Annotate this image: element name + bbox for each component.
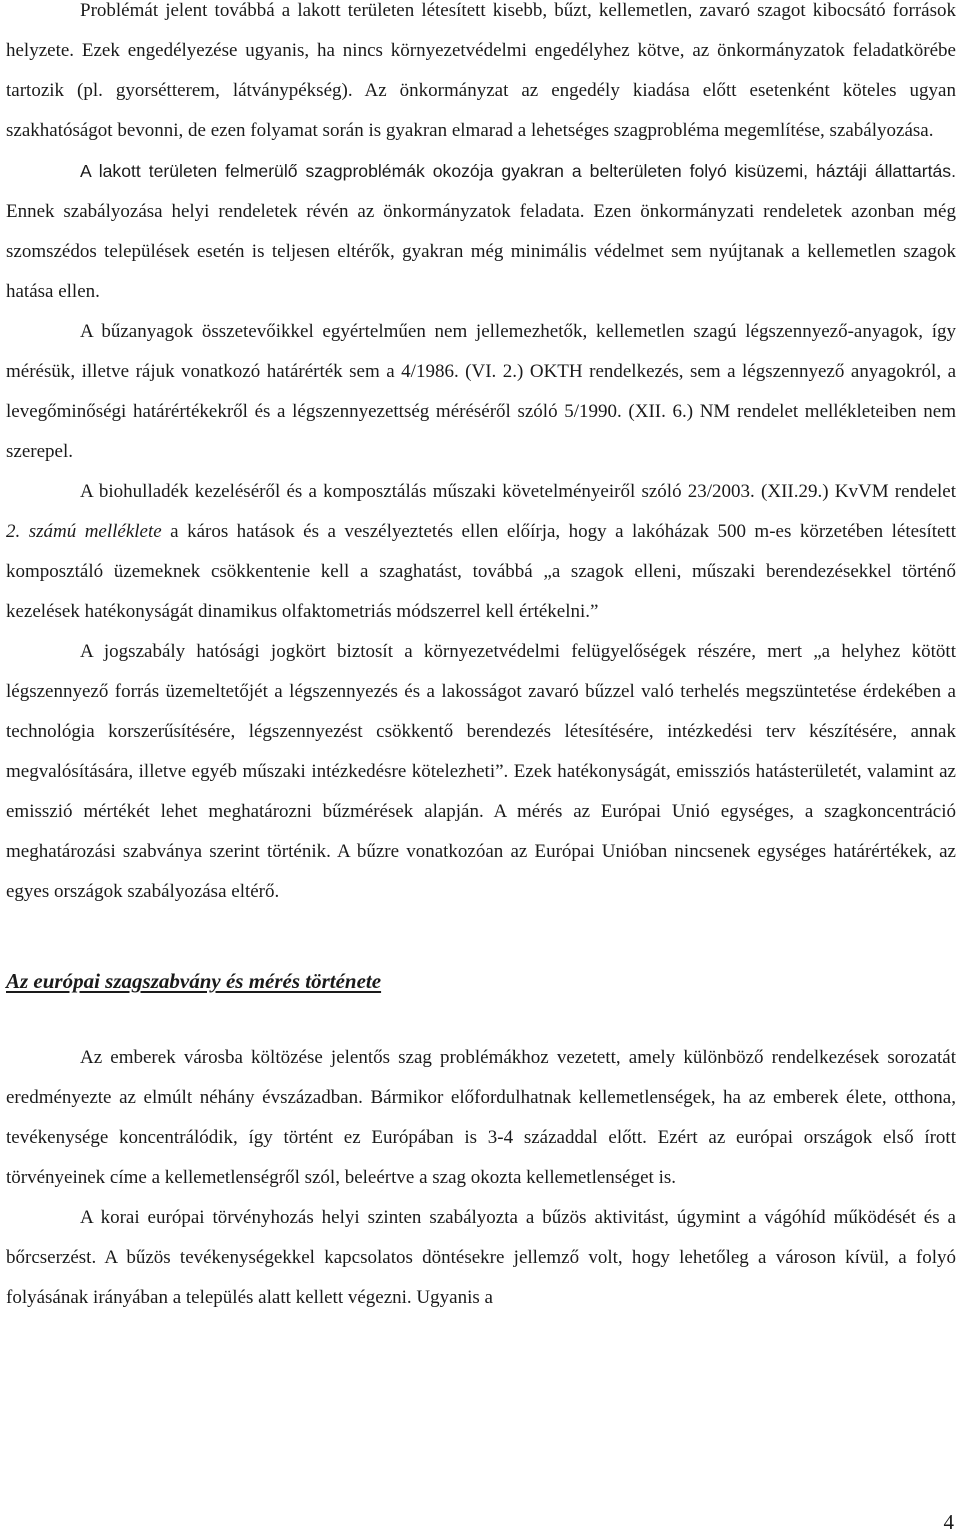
- paragraph-text: A bűzanyagok összetevőikkel egyértelműen nem jellemezhetők, kellemetlen szagú légszennyező-anyagok, így mérésük, illetve rájuk vonatkozó határérték sem a 4/1986. (VI. 2.) OKTH rendelkezés, sem a légszennyező anyagokról, a levegőminőségi határértékekről és a légszennyezettség méréséről szóló 5/1990. (XII. 6.) NM rendelet mellékleteiben nem szerepel.: [6, 321, 956, 462]
- page-number: 4: [943, 1510, 954, 1534]
- paragraph-odor-sources: [6, 0, 956, 151]
- paragraph-urbanization: [6, 1038, 956, 1198]
- paragraph-text-sans: A lakott területen felmerülő szagproblémák okozója gyakran a belterületen folyó kisüzemi, háztáji állattartás.: [80, 161, 956, 181]
- annex-reference-italic: 2. számú melléklete: [6, 521, 162, 542]
- paragraph-biowaste-regulation: [6, 472, 956, 632]
- paragraph-authority-powers: [6, 632, 956, 912]
- paragraph-text: A korai európai törvényhozás helyi szinten szabályozta a bűzös aktivitást, úgymint a vágóhíd működését és a bőrcserzést. A bűzös tevékenységekkel kapcsolatos döntésekre jellemző volt, hogy lehetőleg a városon kívül, a folyó folyásának irányában a település alatt kellett végezni. Ugyanis a: [6, 1207, 956, 1308]
- paragraph-text: a káros hatások és a veszélyeztetés ellen előírja, hogy a lakóházak 500 m-es körzetében létesített komposztáló üzemeknek csökkentenie kell a szaghatást, továbbá „a szagok elleni, műszaki berendezésekkel történő kezelések hatékonyságát dinamikus olfaktometriás módszerrel kell értékelni.”: [6, 521, 956, 622]
- paragraph-early-legislation: [6, 1198, 956, 1318]
- paragraph-text: Problémát jelent továbbá a lakott területen létesített kisebb, bűzt, kellemetlen, zavaró szagot kibocsátó források helyzete. Ezek engedélyezése ugyanis, ha nincs környezetvédelmi engedélyhez kötve, az önkormányzatok feladatkörébe tartozik (pl. gyorsétterem, látványpékség). Az önkormányzat az engedély kiadása előtt esetenként köteles ugyan szakhatóságot bevonni, de ezen folyamat során is gyakran elmarad a lehetséges szagprobléma megemlítése, szabályozása.: [6, 0, 956, 141]
- paragraph-animal-keeping: [6, 151, 956, 312]
- document-page: [6, 0, 956, 1318]
- paragraph-text: A biohulladék kezeléséről és a komposztálás műszaki követelményeiről szóló 23/2003. (XII.29.) KvVM rendelet: [80, 481, 956, 502]
- section-heading: Az európai szagszabvány és mérés története: [6, 969, 382, 993]
- paragraph-text: Ennek szabályozása helyi rendeletek révén az önkormányzatok feladata. Ezen önkormányzati rendeletek azonban még szomszédos települések esetén is teljesen eltérők, gyakran még minimális védelmet sem nyújtanak a kellemetlen szagok hatása ellen.: [6, 201, 956, 302]
- paragraph-text: Az emberek városba költözése jelentős szag problémákhoz vezetett, amely különböző rendelkezések sorozatát eredményezte az elmúlt néhány évszázadban. Bármikor előfordulhatnak kellemetlenségek, ha az emberek élete, otthona, tevékenysége koncentrálódik, így történt ez Európában is 3-4 századdal előtt. Ezért az európai országok első írott törvényeinek címe a kellemetlenségről szól, beleértve a szag okozta kellemetlenséget is.: [6, 1047, 956, 1188]
- paragraph-text: A jogszabály hatósági jogkört biztosít a környezetvédelmi felügyelőségek részére, mert „a helyhez kötött légszennyező forrás üzemeltetőjét a légszennyezés és a lakosságot zavaró bűzzel való terhelés megszüntetése érdekében a technológia korszerűsítésére, légszennyezést csökkentő berendezés létesítésére, intézkedési terv készítésére, annak megvalósítására, illetve egyéb műszaki intézkedésre kötelezheti”. Ezek hatékonyságát, emissziós hatásterületét, valamint az emisszió mértékét lehet meghatározni bűzmérések alapján. A mérés az Európai Unió egységes, a szagkoncentráció meghatározási szabványa szerint történik. A bűzre vonatkozóan az Európai Unióban nincsenek egységes határértékek, az egyes országok szabályozása eltérő.: [6, 641, 956, 902]
- paragraph-odor-substances: [6, 312, 956, 472]
